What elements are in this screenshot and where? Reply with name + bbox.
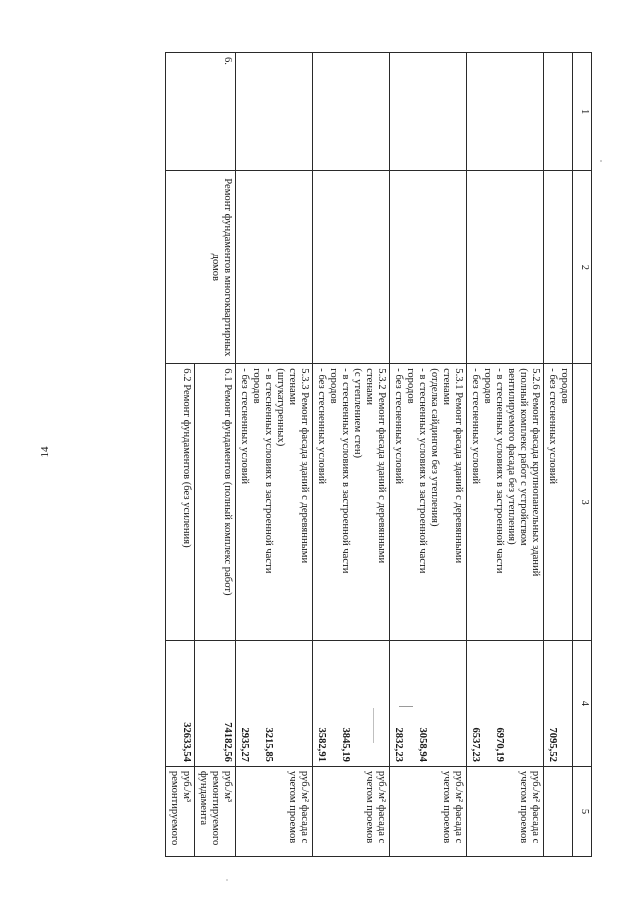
work-type-cell (313, 171, 390, 364)
work-description-cell (166, 364, 195, 641)
scan-mark (373, 708, 374, 743)
rates-table (165, 52, 592, 857)
price-value (529, 645, 541, 762)
unit-cell: руб./м² фасада с учетом проемов (390, 766, 467, 856)
unit-cell: руб./м² фасада с учетом проемов (236, 766, 313, 856)
description-line: городов (405, 368, 416, 404)
unit-cell (544, 766, 573, 856)
price-value (375, 645, 387, 762)
description-line: 6.1 Ремонт фундаментов (полный комплекс работ) (222, 368, 233, 596)
work-description-cell (390, 364, 467, 641)
work-description-cell (313, 364, 390, 641)
table-row (544, 53, 573, 857)
description-line: стенами (441, 368, 452, 406)
header-cell-2: 2 (573, 171, 592, 364)
price-value (440, 645, 452, 762)
row-number-cell (467, 53, 544, 171)
table-row (313, 53, 390, 857)
description-line: - в стесненных условиях в застроенной части (263, 368, 274, 574)
description-line: - без стесненных условий (470, 368, 481, 485)
rotated-table-container (92, 52, 592, 857)
price-value (428, 645, 440, 762)
description-line: (с утеплением стен) (352, 368, 363, 459)
price-value (481, 645, 493, 762)
price-cell (467, 640, 544, 766)
description-line: 5.3.3 Ремонт фасада зданий с деревянными (299, 368, 310, 564)
work-type-cell (467, 171, 544, 364)
description-line: городов (482, 368, 493, 404)
price-value (274, 645, 286, 762)
table-row (390, 53, 467, 857)
price-value (452, 645, 464, 762)
description-line: 5.2.6 Ремонт фасада крупнопанельных зданий (530, 368, 541, 577)
unit-cell: руб./м³ ремонтируемого фундамента (195, 766, 236, 856)
table-row (195, 53, 236, 857)
description-line: - в стесненных условиях в застроенной части (494, 368, 505, 574)
price-value (327, 645, 339, 762)
price-cell (236, 640, 313, 766)
unit-cell: руб./м³ ремонтируемого (166, 766, 195, 856)
row-number-cell (390, 53, 467, 171)
description-line: 6.2 Ремонт фундаментов (без усиления) (181, 368, 192, 548)
row-number-cell (236, 53, 313, 171)
price-value (404, 645, 416, 762)
price-value: 74182,56 (222, 722, 233, 762)
price-cell (390, 640, 467, 766)
description-line: - в стесненных условиях в застроенной части (417, 368, 428, 574)
work-description-cell (467, 364, 544, 641)
work-type-cell: Ремонт фундаментов многоквартирных домов (166, 171, 236, 364)
work-type-cell (390, 171, 467, 364)
price-value: 3845,19 (340, 727, 351, 762)
price-value: 6970,19 (494, 727, 505, 762)
work-description-cell (195, 364, 236, 641)
price-value: 6537,23 (470, 727, 481, 762)
price-value: 2832,23 (393, 727, 404, 762)
header-cell-3: 3 (573, 364, 592, 641)
table-row (467, 53, 544, 857)
row-number-cell: 6. (166, 53, 236, 171)
price-value (363, 645, 375, 762)
work-description-cell (236, 364, 313, 641)
table-row (236, 53, 313, 857)
header-row (573, 53, 592, 857)
description-line: - без стесненных условий (239, 368, 250, 485)
price-value (286, 645, 298, 762)
price-cell (166, 640, 195, 766)
price-value (351, 645, 363, 762)
description-line: городов (251, 368, 262, 404)
header-cell-1: 1 (573, 53, 592, 171)
price-cell (195, 640, 236, 766)
description-line: - в стесненных условиях в застроенной части (340, 368, 351, 574)
description-line: (полный комплекс работ с устройством (518, 368, 529, 546)
description-line: 5.3.1 Ремонт фасада зданий с деревянными (453, 368, 464, 564)
work-description-cell (544, 364, 573, 641)
scan-speck (600, 160, 602, 162)
price-value: 32633,54 (181, 722, 192, 762)
header-cell-5: 5 (573, 766, 592, 856)
unit-cell: руб./м² фасада с учетом проемов (313, 766, 390, 856)
description-line: - без стесненных условий (316, 368, 327, 485)
description-line: вентилируемого фасада без утепления) (506, 368, 517, 545)
price-cell (544, 640, 573, 766)
price-cell (313, 640, 390, 766)
header-cell-4: 4 (573, 640, 592, 766)
work-type-cell (544, 171, 573, 364)
description-line: городов (559, 368, 570, 404)
page-number: 14 (39, 446, 51, 458)
description-line: (отделка сайдингом без утепления) (429, 368, 440, 527)
description-line: 5.3.2 Ремонт фасада зданий с деревянными (376, 368, 387, 564)
work-type-cell (236, 171, 313, 364)
price-value: 2935,27 (239, 727, 250, 762)
price-value (505, 645, 517, 762)
price-value: 3582,91 (316, 727, 327, 762)
price-value (298, 645, 310, 762)
description-line: - без стесненных условий (393, 368, 404, 485)
row-number-cell (544, 53, 573, 171)
price-value: 7095,52 (547, 727, 558, 762)
price-value: 3215,85 (263, 727, 274, 762)
description-line: стенами (287, 368, 298, 406)
description-line: - без стесненных условий (547, 368, 558, 485)
unit-cell: руб./м² фасада с учетом проемов (467, 766, 544, 856)
row-number-cell (313, 53, 390, 171)
price-value (250, 645, 262, 762)
description-line: (штукатуренных) (275, 368, 286, 447)
price-value (517, 645, 529, 762)
scan-speck (226, 879, 228, 881)
description-line: стенами (364, 368, 375, 406)
description-line: городов (328, 368, 339, 404)
price-value (558, 645, 570, 762)
price-value: 3058,94 (417, 727, 428, 762)
scan-mark (399, 706, 413, 707)
